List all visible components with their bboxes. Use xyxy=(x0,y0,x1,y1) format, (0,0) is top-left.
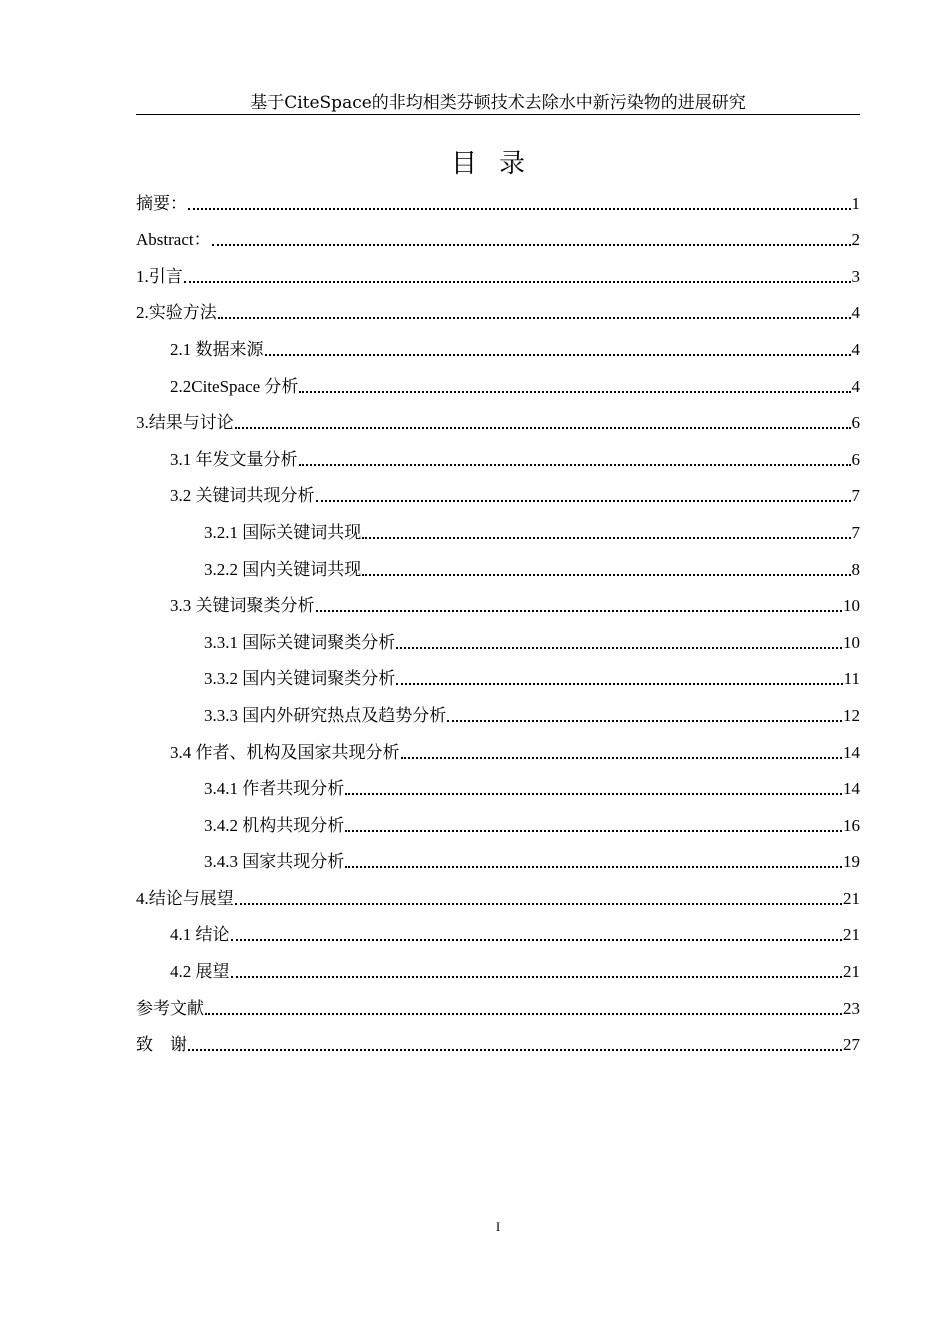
toc-entry[interactable] xyxy=(136,623,860,660)
toc-entry-title: 3.3.2 国内关键词聚类分析 xyxy=(204,669,396,689)
toc-entry-page: 6 xyxy=(851,449,860,469)
toc-entry[interactable] xyxy=(136,770,860,807)
toc-entry[interactable] xyxy=(136,221,860,258)
toc-entry-title: Abstract： xyxy=(136,230,211,250)
toc-entry[interactable] xyxy=(136,660,860,697)
toc-entry-title: 致 谢 xyxy=(136,1035,187,1055)
toc-entry-title: 2.2CiteSpace 分析 xyxy=(170,376,299,396)
toc-entry-title: 1.引言 xyxy=(136,266,183,286)
toc-entry-page: 1 xyxy=(851,193,860,213)
toc-entry[interactable] xyxy=(136,733,860,770)
toc-dot-leader xyxy=(231,939,843,941)
toc-entry-title: 3.2.1 国际关键词共现 xyxy=(204,522,362,542)
toc-entry-title: 3.4.1 作者共现分析 xyxy=(204,779,345,799)
toc-dot-leader xyxy=(396,647,842,649)
toc-dot-leader xyxy=(188,1049,842,1051)
toc-dot-leader xyxy=(184,281,851,283)
toc-entry-page: 23 xyxy=(843,998,860,1018)
toc-entry-title: 4.1 结论 xyxy=(170,925,230,945)
toc-entry-title: 摘要： xyxy=(136,193,187,213)
toc-entry-title: 3.3 关键词聚类分析 xyxy=(170,596,315,616)
toc-entry-page: 27 xyxy=(843,1035,860,1055)
toc-entry-page: 16 xyxy=(843,815,860,835)
toc-entry[interactable] xyxy=(136,989,860,1026)
toc-dot-leader xyxy=(218,317,851,319)
toc-dot-leader xyxy=(205,1013,842,1015)
toc-dot-leader xyxy=(231,976,843,978)
toc-entry-page: 14 xyxy=(843,779,860,799)
toc-entry-page: 21 xyxy=(843,925,860,945)
header-rule xyxy=(136,114,860,115)
toc-dot-leader xyxy=(265,354,851,356)
toc-dot-leader xyxy=(345,793,842,795)
toc-entry-page: 2 xyxy=(851,230,860,250)
toc-title: 目录 xyxy=(450,149,547,179)
toc-entry-title: 3.3.1 国际关键词聚类分析 xyxy=(204,632,396,652)
toc-entry-page: 6 xyxy=(851,413,860,433)
toc-entry[interactable] xyxy=(136,1026,860,1063)
toc-dot-leader xyxy=(401,757,843,759)
toc-entry-page: 8 xyxy=(851,559,860,579)
toc-dot-leader xyxy=(345,830,842,832)
toc-dot-leader xyxy=(316,610,843,612)
toc-dot-leader xyxy=(299,391,850,393)
toc-entry[interactable] xyxy=(136,367,860,404)
toc-entry[interactable] xyxy=(136,257,860,294)
toc-entry[interactable] xyxy=(136,806,860,843)
toc-entry-title: 2.1 数据来源 xyxy=(170,339,264,359)
toc-entry-title: 3.4 作者、机构及国家共现分析 xyxy=(170,742,400,762)
toc-entry-title: 3.3.3 国内外研究热点及趋势分析 xyxy=(204,705,447,725)
toc-entry-page: 10 xyxy=(843,596,860,616)
toc-entry-title: 3.4.2 机构共现分析 xyxy=(204,815,345,835)
toc-dot-leader xyxy=(299,464,851,466)
toc-entry-title: 2.实验方法 xyxy=(136,303,217,323)
toc-entry[interactable] xyxy=(136,587,860,624)
toc-entry-title: 3.4.3 国家共现分析 xyxy=(204,852,345,872)
toc-dot-leader xyxy=(396,683,842,685)
toc-entry-title: 4.2 展望 xyxy=(170,962,230,982)
toc-entry[interactable] xyxy=(136,440,860,477)
toc-dot-leader xyxy=(316,500,851,502)
toc-entry[interactable] xyxy=(136,184,860,221)
toc-entry[interactable] xyxy=(136,696,860,733)
toc-entry-title: 3.1 年发文量分析 xyxy=(170,449,298,469)
toc-entry[interactable] xyxy=(136,550,860,587)
toc-entry[interactable] xyxy=(136,916,860,953)
toc-entry[interactable] xyxy=(136,404,860,441)
toc-entry-page: 11 xyxy=(843,669,860,689)
toc-entry[interactable] xyxy=(136,843,860,880)
table-of-contents xyxy=(136,184,860,1062)
toc-entry-title: 参考文献 xyxy=(136,998,204,1018)
toc-entry-title: 3.2.2 国内关键词共现 xyxy=(204,559,362,579)
toc-entry-page: 7 xyxy=(851,522,860,542)
toc-entry-title: 3.2 关键词共现分析 xyxy=(170,486,315,506)
toc-dot-leader xyxy=(362,574,850,576)
running-header: 基于CiteSpace的非均相类芬顿技术去除水中新污染物的进展研究 xyxy=(250,93,746,113)
toc-entry[interactable] xyxy=(136,330,860,367)
toc-entry[interactable] xyxy=(136,952,860,989)
toc-entry-page: 21 xyxy=(843,962,860,982)
toc-entry-page: 4 xyxy=(851,376,860,396)
toc-dot-leader xyxy=(235,427,851,429)
toc-dot-leader xyxy=(212,244,851,246)
toc-entry[interactable] xyxy=(136,477,860,514)
toc-entry-page: 4 xyxy=(851,339,860,359)
toc-entry[interactable] xyxy=(136,879,860,916)
toc-entry-page: 3 xyxy=(851,266,860,286)
toc-dot-leader xyxy=(362,537,850,539)
toc-entry-page: 14 xyxy=(843,742,860,762)
toc-dot-leader xyxy=(447,720,842,722)
toc-entry[interactable] xyxy=(136,294,860,331)
toc-entry-page: 19 xyxy=(843,852,860,872)
toc-entry-title: 4.结论与展望 xyxy=(136,888,234,908)
toc-entry-page: 4 xyxy=(851,303,860,323)
toc-dot-leader xyxy=(345,866,842,868)
toc-entry[interactable] xyxy=(136,513,860,550)
toc-entry-page: 12 xyxy=(843,705,860,725)
toc-entry-title: 3.结果与讨论 xyxy=(136,413,234,433)
toc-entry-page: 21 xyxy=(843,888,860,908)
toc-entry-page: 7 xyxy=(851,486,860,506)
toc-entry-page: 10 xyxy=(843,632,860,652)
toc-dot-leader xyxy=(188,208,851,210)
toc-dot-leader xyxy=(235,903,842,905)
page-number: I xyxy=(495,1219,501,1234)
